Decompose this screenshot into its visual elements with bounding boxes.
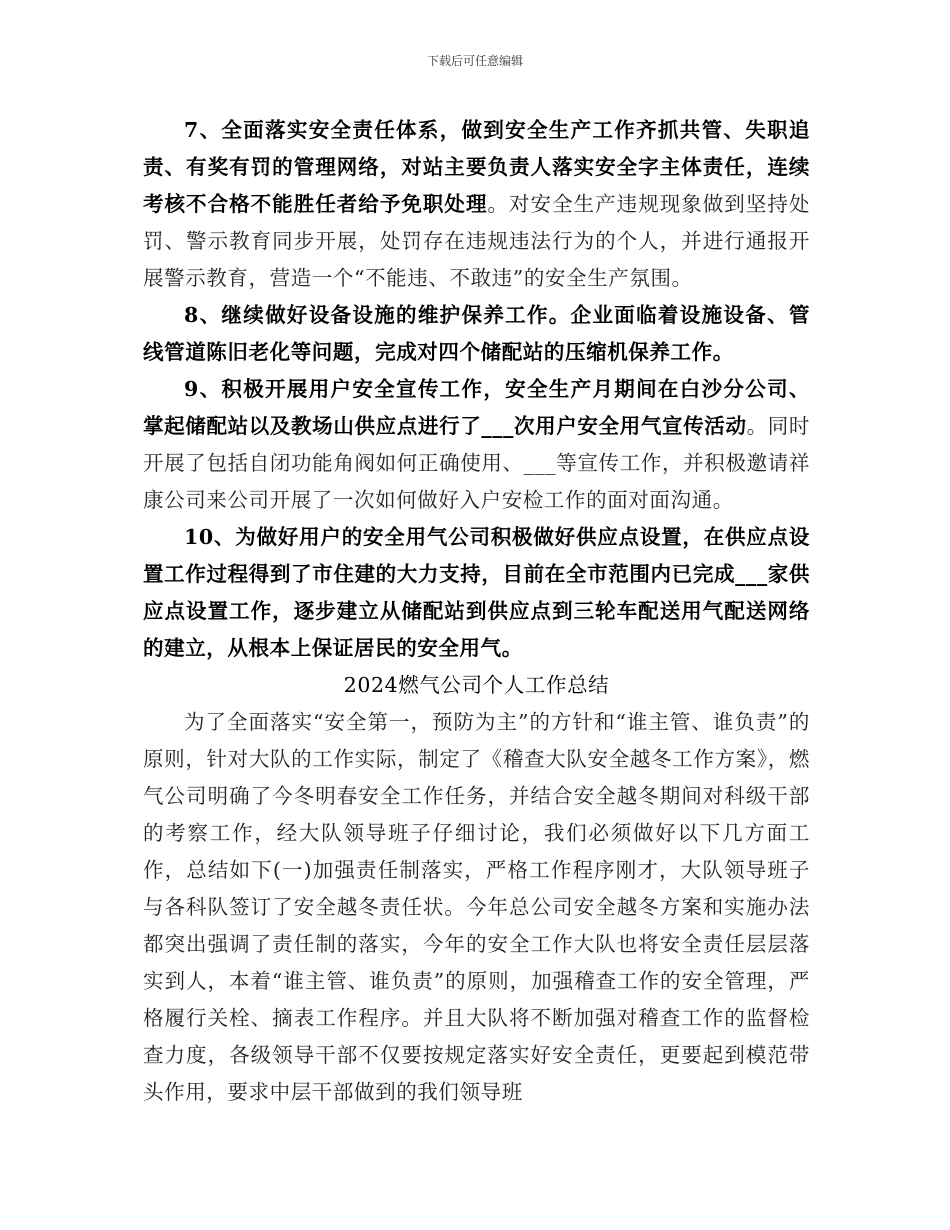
- section-title: 2024燃气公司个人工作总结: [343, 673, 610, 697]
- paragraph-bold-text: 10、为做好用户的安全用气公司积极做好供应点设置，在供应点设置工作过程得到了市住建的大力支持，目前在全市范围内已完成___家供应点设置工作，逐步建立从储配站到供应点到三轮车配送用气配送网络的建立，从根本上保证居民的安全用气。: [143, 525, 810, 660]
- paragraph-normal-text: 。同时开展了包括自闭功能角阀如何正确使用、___等宣传工作，并积极邀请祥康公司来公司开展了一次如何做好入户安检工作的面对面沟通。: [143, 414, 810, 512]
- paragraph-item-8: [143, 297, 810, 371]
- paragraph-item-10: [143, 519, 810, 667]
- paragraph-bold-text: 7、全面落实安全责任体系，做到安全生产工作齐抓共管、失职追责、有奖有罚的管理网络，对站主要负责人落实安全字主体责任，连续考核不合格不能胜任者给予免职处理: [143, 118, 810, 216]
- paragraph-bold-text: 8、继续做好设备设施的维护保养工作。企业面临着设施设备、管线管道陈旧老化等问题，完成对四个储配站的压缩机保养工作。: [143, 303, 810, 364]
- paragraph-bold-text: 9、积极开展用户安全宣传工作，安全生产月期间在白沙分公司、掌起储配站以及教场山供应点进行了___次用户安全用气宣传活动: [143, 377, 810, 438]
- paragraph-item-7: [143, 112, 810, 297]
- paragraph-normal-text: 。对安全生产违规现象做到坚持处罚、警示教育同步开展，处罚存在违规违法行为的个人，并进行通报开展警示教育，营造一个“不能违、不敢违”的安全生产氛围。: [143, 192, 810, 290]
- section-body-paragraph: 为了全面落实“安全第一，预防为主”的方针和“谁主管、谁负责”的原则，针对大队的工作实际，制定了《稽查大队安全越冬工作方案》，燃气公司明确了今冬明春安全工作任务，并结合安全越冬期间对科级干部的考察工作，经大队领导班子仔细讨论，我们必须做好以下几方面工作，总结如下(一)加强责任制落实，严格工作程序刚才，大队领导班子与各科队签订了安全越冬责任状。今年总公司安全越冬方案和实施办法都突出强调了责任制的落实，今年的安全工作大队也将安全责任层层落实到人，本着“谁主管、谁负责”的原则，加强稽查工作的安全管理，严格履行关栓、摘表工作程序。并且大队将不断加强对稽查工作的监督检查力度，各级领导干部不仅要按规定落实好安全责任，更要起到模范带头作用，要求中层干部做到的我们领导班: [143, 710, 810, 1104]
- paragraph-item-9: [143, 371, 810, 519]
- page-header: 下载后可任意编辑: [426, 54, 523, 68]
- document-body: [143, 112, 810, 1111]
